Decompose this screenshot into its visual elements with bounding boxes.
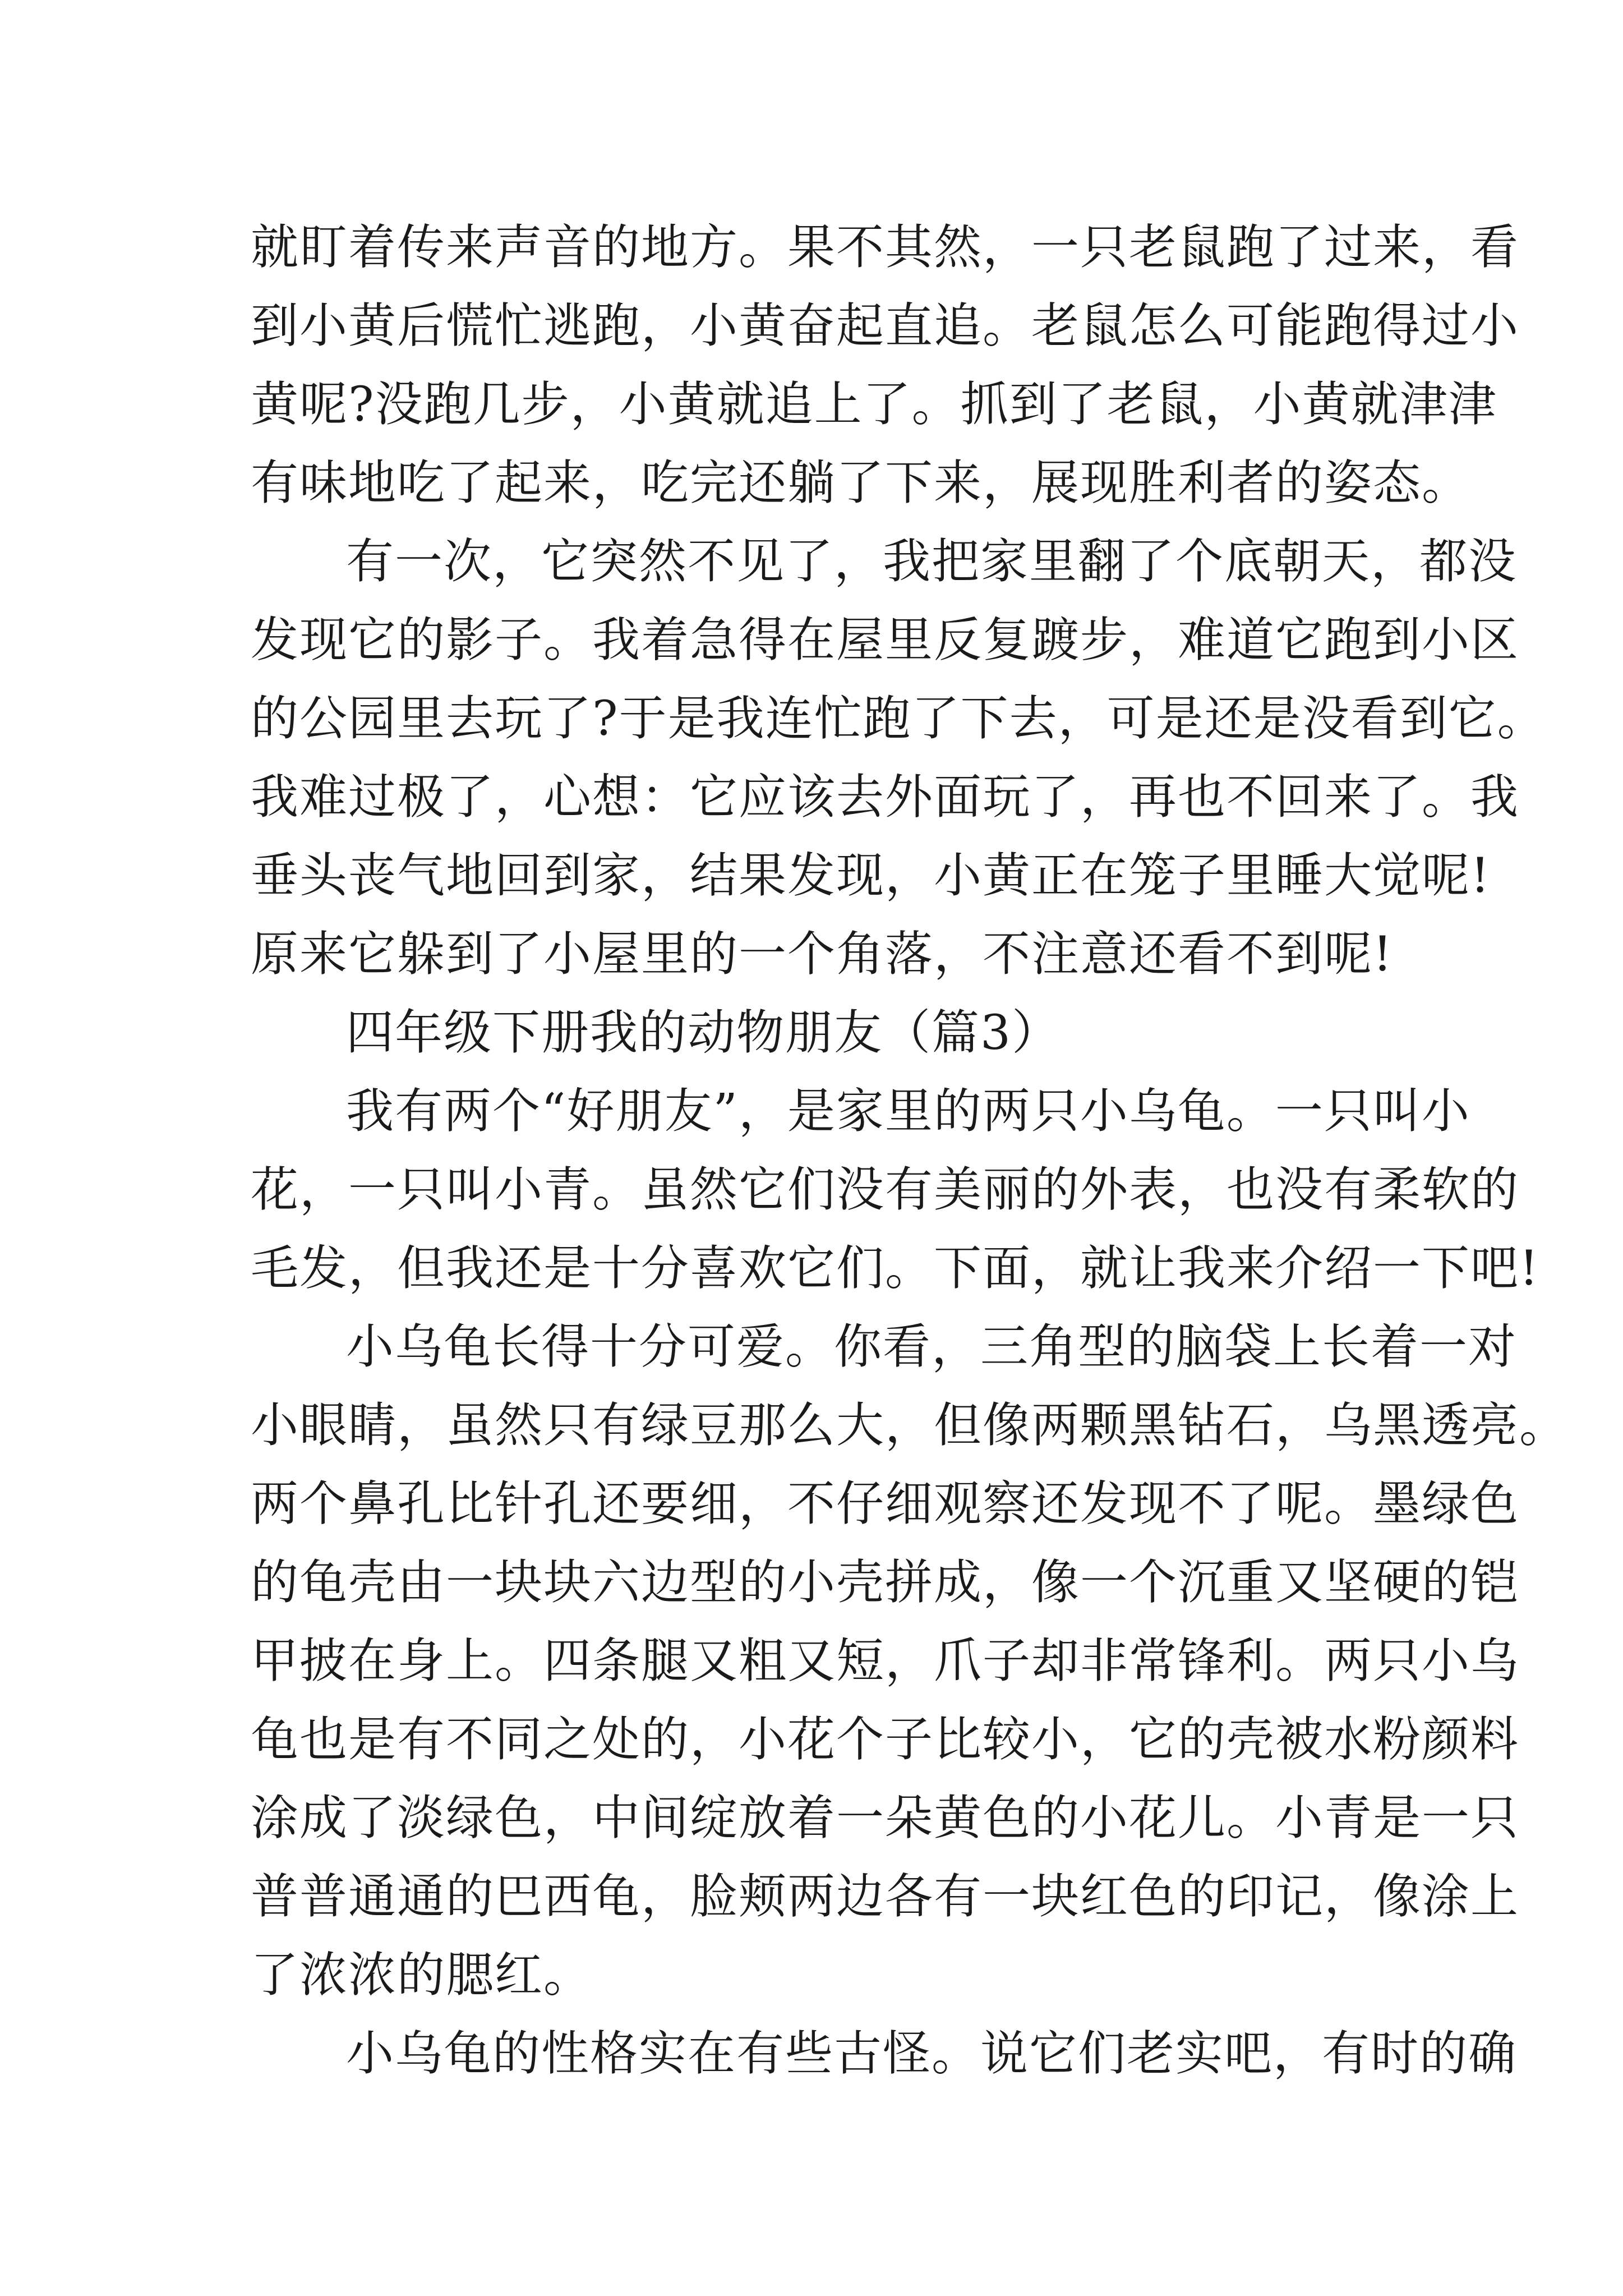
text-line: 发现它的影子。我着急得在屋里反复踱步，难道它跑到小区 <box>251 613 1520 668</box>
text-line: 垂头丧气地回到家，结果发现，小黄正在笼子里睡大觉呢! <box>251 848 1491 904</box>
text-line: 我难过极了，心想：它应该去外面玩了，再也不回来了。我 <box>251 770 1520 825</box>
text-line: 原来它躲到了小屋里的一个角落，不注意还看不到呢! <box>251 927 1394 982</box>
paragraph-start-line: 小乌龟长得十分可爱。你看，三角型的脑袋上长着一对 <box>346 1319 1518 1375</box>
text-line: 了浓浓的腮红。 <box>251 1948 593 2003</box>
paragraph-start-line: 有一次，它突然不见了，我把家里翻了个底朝天，都没 <box>346 534 1518 590</box>
text-line: 甲披在身上。四条腿又粗又短，爪子却非常锋利。两只小乌 <box>251 1634 1520 1689</box>
text-line: 龟也是有不同之处的，小花个子比较小，它的壳被水粉颜料 <box>251 1712 1520 1768</box>
text-line: 花，一只叫小青。虽然它们没有美丽的外表，也没有柔软的 <box>251 1162 1520 1218</box>
document-body <box>251 209 1569 2093</box>
paragraph-start-line: 小乌龟的性格实在有些古怪。说它们老实吧，有时的确 <box>346 2026 1518 2082</box>
section-heading: 四年级下册我的动物朋友（篇3） <box>346 1005 1061 1061</box>
text-line: 涂成了淡绿色，中间绽放着一朵黄色的小花儿。小青是一只 <box>251 1791 1520 1846</box>
text-line: 就盯着传来声音的地方。果不其然，一只老鼠跑了过来，看 <box>251 220 1520 275</box>
text-line: 黄呢?没跑几步，小黄就追上了。抓到了老鼠，小黄就津津 <box>251 377 1497 432</box>
text-line: 的公园里去玩了?于是我连忙跑了下去，可是还是没看到它。 <box>251 691 1546 747</box>
text-line: 的龟壳由一块块六边型的小壳拼成，像一个沉重又坚硬的铠 <box>251 1555 1520 1611</box>
text-line: 毛发，但我还是十分喜欢它们。下面，就让我来介绍一下吧! <box>251 1241 1540 1296</box>
text-line: 普普通通的巴西龟，脸颊两边各有一块红色的印记，像涂上 <box>251 1869 1520 1925</box>
text-line: 小眼睛，虽然只有绿豆那么大，但像两颗黑钻石，乌黑透亮。 <box>251 1398 1569 1453</box>
paragraph-start-line: 我有两个“好朋友”，是家里的两只小乌龟。一只叫小 <box>346 1084 1470 1139</box>
text-line: 两个鼻孔比针孔还要细，不仔细观察还发现不了呢。墨绿色 <box>251 1476 1520 1532</box>
text-line: 到小黄后慌忙逃跑，小黄奋起直追。老鼠怎么可能跑得过小 <box>251 298 1520 354</box>
text-line: 有味地吃了起来，吃完还躺了下来，展现胜利者的姿态。 <box>251 455 1471 511</box>
